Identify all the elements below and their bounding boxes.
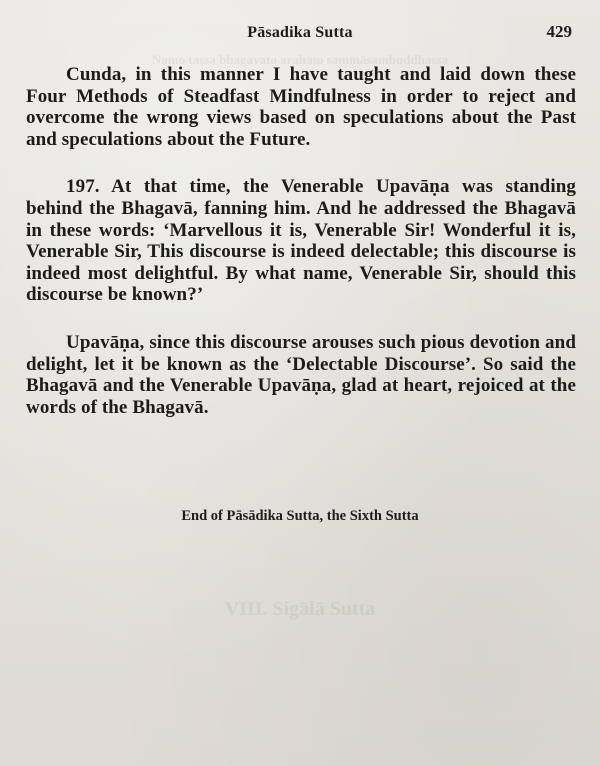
page-header xyxy=(0,22,600,46)
paragraph-1: Cunda, in this manner I have taught and laid down these Four Methods of Steadfast Mindfulness in order to reject and overcome the wrong views based on speculations about the Past and speculations about the Future. xyxy=(26,64,576,150)
paragraph-2: 197. At that time, the Venerable Upavāṇa was standing behind the Bhagavā, fanning him. And he addressed the Bhagavā in these words: ‘Marvellous it is, Venerable Sir! Wonderful it is, Venerable Sir, This discourse is indeed delectable; this discourse is indeed most delightful. By what name, Venerable Sir, should this discourse be known?’ xyxy=(26,176,576,306)
running-title: Pāsadika Sutta xyxy=(247,24,353,41)
sutta-end-colophon: End of Pāsādika Sutta, the Sixth Sutta xyxy=(181,508,419,524)
body-text xyxy=(26,64,576,444)
show-through-text: Namo tassa bhagavato arahato sammāsambuddhassa xyxy=(151,52,449,67)
page-number: 429 xyxy=(546,22,572,41)
show-through-heading: VIII. Sigālā Sutta xyxy=(224,598,376,620)
paragraph-3: Upavāṇa, since this discourse arouses such pious devotion and delight, let it be known as the ‘Delectable Discourse’. So said the Bhagavā and the Venerable Upavāṇa, glad at heart, rejoiced at the words of the Bhagavā. xyxy=(26,331,576,418)
